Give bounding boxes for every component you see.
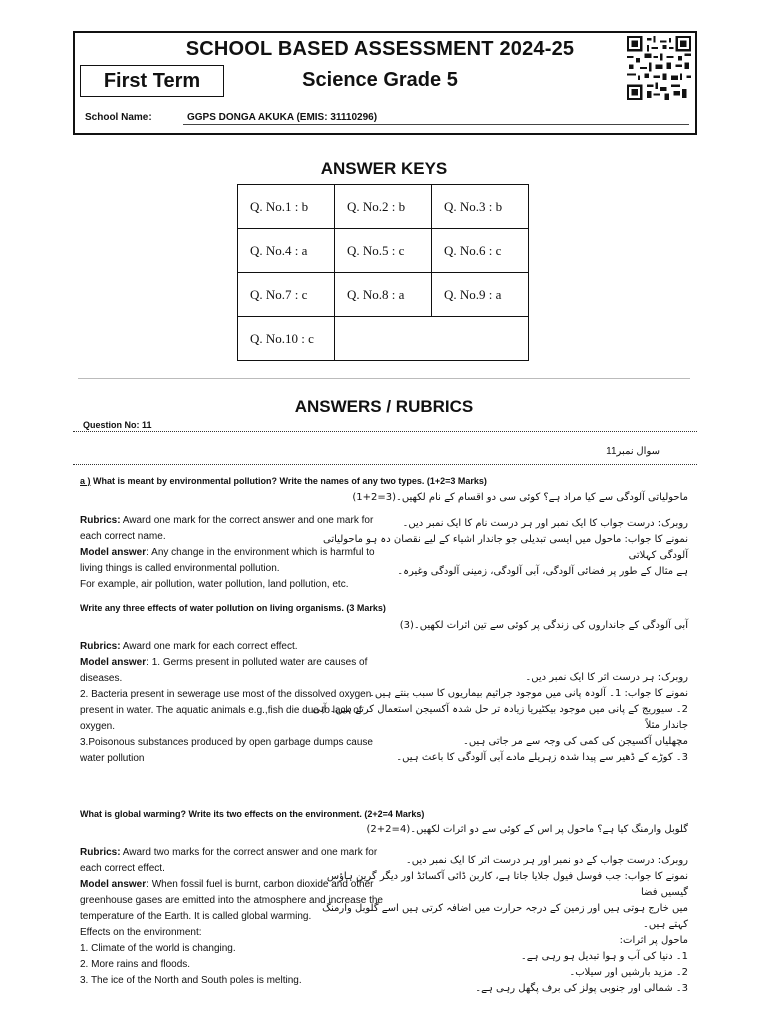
table-row	[238, 185, 529, 229]
model-answer-line: 2. More rains and floods.	[80, 959, 191, 970]
answer-key-cell: Q. No.7 : c	[238, 273, 335, 317]
dotted-divider	[73, 431, 697, 432]
table-row	[238, 273, 529, 317]
rubric-line: Rubrics: Award one mark for the correct answer and one mark for each correct name.	[80, 515, 374, 542]
answer-c-urdu: روبرک: درست جواب کے دو نمبر اور ہر درست اثر کا ایک نمبر دیں۔ نمونے کا جواب: جب فوسل فیول جلایا جاتا ہے، کاربن ڈائی آکسائڈ اور دیگر گرین ہاؤس گیسیں فضا میں خارج ہوتی ہیں اور زمین کے درجہ حرارت میں اضافہ کرتی ہیں اسے گلوبل وارمنگ کہتے ہیں۔ ماحول پر اثرات: 1۔ دنیا کی آب و ہوا تبدیل ہو رہی ہے۔ 2۔ مزید بارشیں اور سیلاب۔ 3۔ شمالی اور جنوبی پولز کی برف پگھل رہی ہے۔	[322, 855, 688, 994]
answer-key-cell: Q. No.4 : a	[238, 229, 335, 273]
question-c-urdu: گلوبل وارمنگ کیا ہے؟ ماحول پر اس کے کوئی سے دو اثرات لکھیں۔(4=2+2)	[366, 824, 688, 835]
dotted-divider	[73, 464, 697, 465]
school-name-label: School Name:	[85, 112, 152, 123]
table-row	[238, 317, 529, 361]
table-row	[238, 229, 529, 273]
answer-b-urdu: روبرک: ہر درست اثر کا ایک نمبر دیں۔ نمونے کا جواب: 1۔ آلودہ پانی میں موجود جراثیم بیماریوں کا سبب بنتے ہیں۔ 2۔ سیوریج کے پانی میں موجود بیکٹیریا زیادہ تر حل شدہ آکسیجن استعمال کرتے ہیں۔ آبی جاندار مثلاً مچھلیاں آکسیجن کی کمی کی وجہ سے مر جاتی ہیں۔ 3۔ کوڑے کے ڈھیر سے پیدا شدہ زہریلے مادے آبی آلودگی کا باعث ہیں۔	[312, 672, 688, 763]
model-answer-line: Effects on the environment:	[80, 927, 202, 938]
answer-keys-heading: ANSWER KEYS	[320, 159, 448, 178]
assessment-title: SCHOOL BASED ASSESSMENT 2024-25	[185, 38, 575, 60]
model-answer-line: 1. Climate of the world is changing.	[80, 943, 236, 954]
term-label: First Term	[80, 65, 224, 97]
section-divider	[78, 378, 690, 379]
answer-key-cell: Q. No.5 : c	[335, 229, 432, 273]
answer-key-cell: Q. No.8 : a	[335, 273, 432, 317]
answer-a-urdu: روبرک: درست جواب کا ایک نمبر اور ہر درست نام کا ایک نمبر دیں۔ نمونے کا جواب: ماحول میں ایسی تبدیلی جو جاندار اشیاء کے لیے نقصان دہ ہو ماحولیاتی آلودگی کہلاتی ہے مثال کے طور پر فضائی آلودگی، آبی آلودگی، زمینی آلودگی وغیرہ۔	[323, 518, 688, 577]
answer-key-cell: Q. No.1 : b	[238, 185, 335, 229]
qr-code-icon	[627, 36, 691, 100]
rubrics-heading: ANSWERS / RUBRICS	[294, 397, 474, 416]
model-answer-line: Model answer: Any change in the environment which is harmful to living things is called environmental pollution.	[80, 547, 375, 574]
answer-key-cell: Q. No.10 : c	[238, 317, 335, 361]
answer-key-cell: Q. No.6 : c	[432, 229, 529, 273]
answer-key-cell: Q. No.2 : b	[335, 185, 432, 229]
question-b-text: Write any three effects of water pollution on living organisms. (3 Marks)	[80, 603, 386, 613]
rubric-line: Rubrics: Award one mark for each correct effect.	[80, 641, 298, 652]
model-answer-line: 3. The ice of the North and South poles is melting.	[80, 975, 302, 986]
question-number-urdu: سوال نمبر11	[606, 446, 660, 457]
answer-key-cell: Q. No.3 : b	[432, 185, 529, 229]
question-c-text: What is global warming? Write its two effects on the environment. (2+2=4 Marks)	[80, 809, 425, 819]
answer-key-table	[237, 184, 529, 361]
subject-title: Science Grade 5	[302, 69, 458, 91]
model-answer-line: Model answer: When fossil fuel is burnt, carbon dioxide and other greenhouse gases are emitted into the atmosphere and increase the temperature of the Earth. It is called global warming.	[80, 879, 383, 922]
model-answer-line: Model answer: 1. Germs present in polluted water are causes of diseases.	[80, 657, 368, 684]
school-name-value: GGPS DONGA AKUKA (EMIS: 31110296)	[187, 112, 378, 123]
model-answer-line: 3.Poisonous substances produced by open garbage dumps cause water pollution	[80, 737, 373, 764]
question-number: Question No: 11	[83, 420, 152, 430]
question-b-urdu: آبی آلودگی کے جانداروں کی زندگی پر کوئی سے تین اثرات لکھیں۔(3)	[399, 620, 688, 631]
question-a-urdu: ماحولیاتی آلودگی سے کیا مراد ہے؟ کوئی سی دو اقسام کے نام لکھیں۔(3=2+1)	[352, 492, 688, 503]
answer-key-cell: Q. No.9 : a	[432, 273, 529, 317]
question-a-body: What is meant by environmental pollution? Write the names of any two types. (1+2=3 Marks)	[90, 476, 487, 486]
rubric-line: Rubrics: Award two marks for the correct answer and one mark for each correct effect.	[80, 847, 378, 874]
model-answer-line: For example, air pollution, water pollution, land pollution, etc.	[80, 579, 349, 590]
question-a-prefix: a )	[80, 476, 91, 486]
model-answer-line: 2. Bacteria present in sewerage use most of the dissolved oxygen present in water. The aquatic animals e.g.,fish die due to lack of oxygen.	[80, 689, 372, 732]
answer-key-cell-empty	[335, 317, 529, 361]
question-a-text	[80, 476, 487, 486]
school-name-underline	[183, 124, 689, 125]
